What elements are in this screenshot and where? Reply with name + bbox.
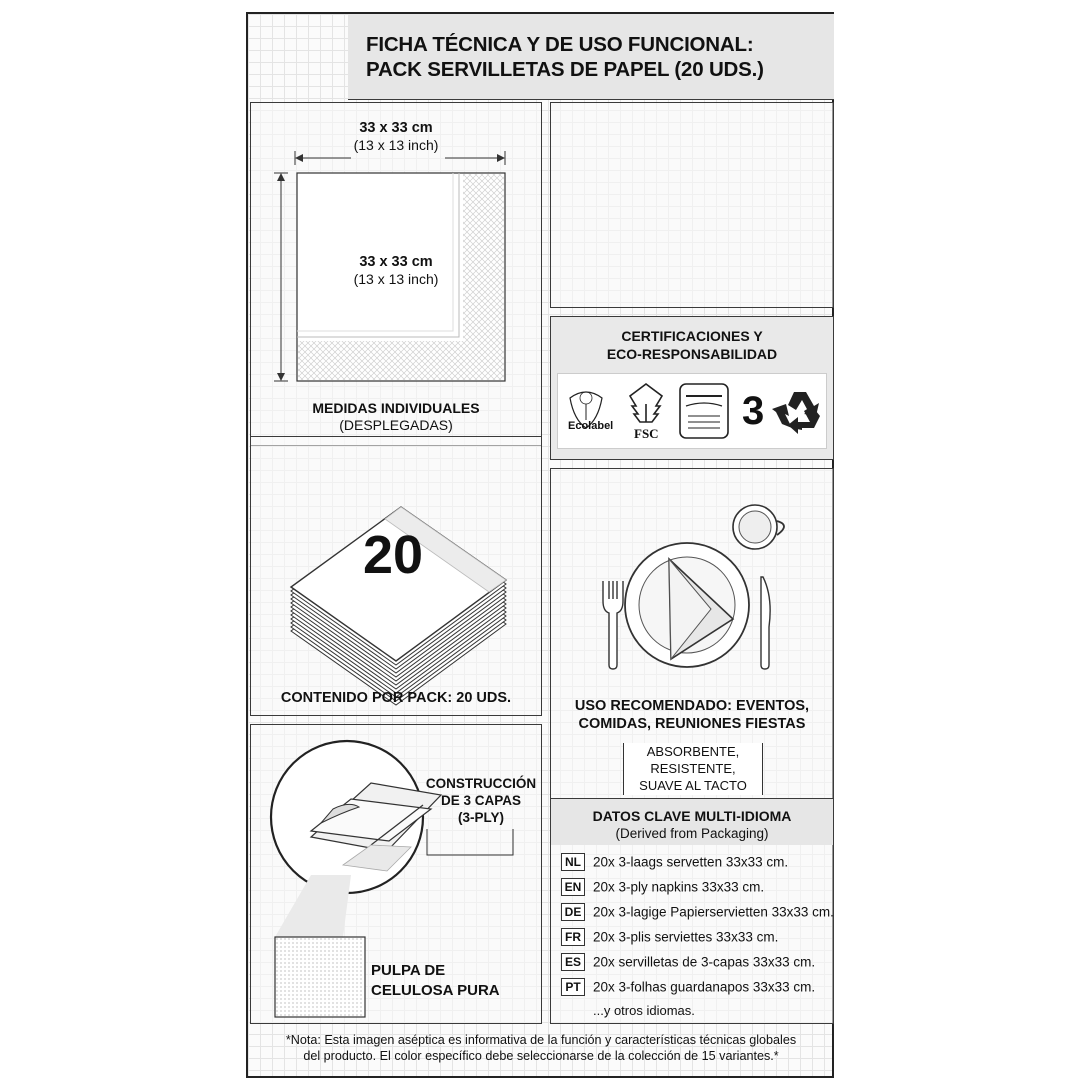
- language-row-en: [561, 878, 764, 898]
- recommended-use-panel: [550, 468, 834, 802]
- page-title: [366, 32, 826, 82]
- construction-label-line2: DE 3 CAPAS: [440, 793, 522, 808]
- languages-subtitle: (Derived from Packaging): [615, 826, 769, 841]
- pulp-label-line1: PULPA DE: [371, 962, 446, 979]
- header-banner: [348, 14, 834, 100]
- feature-soft: SUAVE AL TACTO: [639, 778, 747, 793]
- language-text: 20x 3-plis serviettes 33x33 cm.: [593, 929, 779, 945]
- footer-note-line2: del producto. El color específico debe seleccionarse de la colección de 15 variantes.*: [303, 1049, 779, 1063]
- top-dimension-inch: (13 x 13 inch): [353, 137, 439, 153]
- title-line-1: FICHA TÉCNICA Y DE USO FUNCIONAL:: [366, 33, 754, 56]
- knife-icon: [761, 577, 770, 669]
- spec-sheet: [246, 12, 834, 1078]
- language-code: FR: [561, 928, 585, 946]
- ecolabel-text: Ecolabel: [568, 420, 614, 432]
- top-dimension-cm: 33 x 33 cm: [359, 120, 433, 136]
- pack-count: 20: [363, 525, 424, 585]
- recycle-number: 3: [742, 389, 765, 433]
- dimensions-caption-line1: MEDIDAS INDIVIDUALES: [312, 400, 480, 416]
- certificate-badge-icon: [680, 384, 728, 438]
- feature-box: [623, 743, 763, 795]
- recycle-icon: [772, 392, 820, 434]
- construction-label-line3: (3-PLY): [457, 810, 504, 825]
- language-code: PT: [561, 978, 585, 996]
- language-code: DE: [561, 903, 585, 921]
- language-row-pt: [561, 978, 815, 998]
- language-text: 20x servilletas de 3-capas 33x33 cm.: [593, 954, 816, 970]
- construction-label-line1: CONSTRUCCIÓN: [425, 776, 537, 791]
- title-line-2: PACK SERVILLETAS DE PAPEL (20 UDS.): [366, 58, 764, 81]
- fork-icon: [603, 581, 623, 669]
- pack-content-panel: [250, 436, 542, 716]
- language-text: 20x 3-laags servetten 33x33 cm.: [593, 854, 789, 870]
- pack-caption: CONTENIDO POR PACK: 20 UDS.: [280, 690, 512, 706]
- language-row-es: [561, 953, 815, 973]
- language-row-nl: [561, 853, 788, 873]
- languages-title: DATOS CLAVE MULTI-IDIOMA: [592, 808, 792, 824]
- language-code: NL: [561, 853, 585, 871]
- pulp-label-line2: CELULOSA PURA: [371, 982, 500, 999]
- center-dimension-inch: (13 x 13 inch): [353, 271, 439, 287]
- blank-image-panel: [550, 102, 834, 308]
- construction-panel: [250, 724, 542, 1024]
- multi-language-panel: [550, 798, 834, 1024]
- center-dimension-cm: 33 x 33 cm: [359, 254, 433, 270]
- usage-title-line2: COMIDAS, REUNIONES FIESTAS: [578, 716, 806, 732]
- table-setting-illustration: [551, 469, 833, 699]
- certifications-title-line1: CERTIFICACIONES Y: [621, 328, 763, 344]
- certification-logos: [557, 373, 827, 449]
- certifications-panel: [550, 316, 834, 460]
- construction-label: [421, 775, 541, 826]
- footer-note: [258, 1032, 824, 1064]
- language-text: 20x 3-lagige Papierservietten 33x33 cm.: [593, 904, 834, 920]
- dimensions-caption-line2: (DESPLEGADAS): [339, 417, 453, 433]
- language-row-de: [561, 903, 834, 923]
- certifications-title-line2: ECO-RESPONSABILIDAD: [606, 346, 778, 362]
- footer-note-line1: *Nota: Esta imagen aséptica es informativa de la función y características técnicas globales: [285, 1033, 797, 1047]
- dimensions-panel: [250, 102, 542, 446]
- language-text: 20x 3-folhas guardanapos 33x33 cm.: [593, 979, 816, 995]
- language-code: EN: [561, 878, 585, 896]
- language-text: 20x 3-ply napkins 33x33 cm.: [593, 879, 765, 895]
- more-languages: ...y otros idiomas.: [593, 1003, 695, 1018]
- usage-title-line1: USO RECOMENDADO: EVENTOS,: [574, 698, 810, 714]
- language-code: ES: [561, 953, 585, 971]
- pulp-sample-square: [275, 937, 365, 1017]
- pulp-label: [371, 961, 500, 1001]
- language-row-fr: [561, 928, 778, 948]
- fsc-text: FSC: [634, 426, 659, 441]
- feature-resistant: RESISTENTE,: [650, 761, 736, 776]
- feature-absorbent: ABSORBENTE,: [646, 744, 740, 759]
- eu-ecolabel-icon: [558, 374, 826, 448]
